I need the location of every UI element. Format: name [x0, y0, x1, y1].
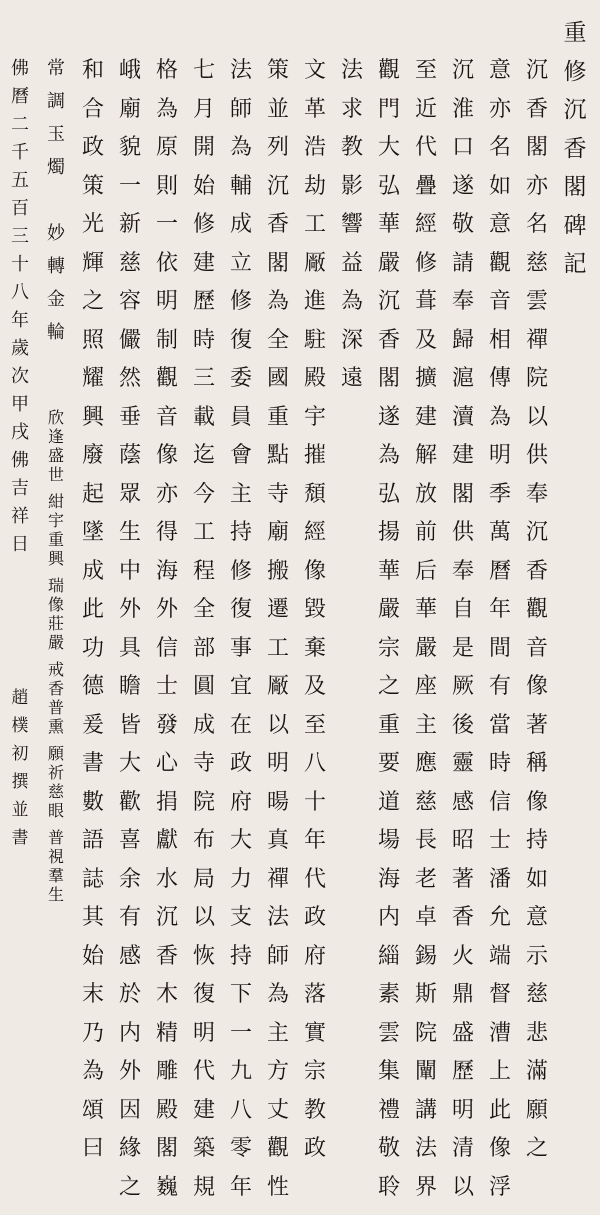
text-column-7: 文 革 浩 劫 工 厰 進 駐 殿 宇 摧 頹 經 像 毀 棄 及 至 八 十 年 代 政 府 落 實 宗 教 政 — [303, 58, 326, 1161]
text-column-1: 沉 香 閣 亦 名 慈 雲 禪 院 以 供 奉 沉 香 觀 音 像 著 稱 像 持 如 意 示 慈 悲 滿 願 之 — [525, 58, 548, 1161]
date-column: 佛 曆 二 千 五 百 三 十 八 年 歲 次 甲 戌 佛 吉 祥 日 — [11, 58, 29, 555]
text-column-10: 七 月 開 始 修 建 歷 時 三 載 迄 今 工 程 全 部 圓 成 寺 院 布 局 以 恢 復 明 代 建 築 規 — [192, 58, 215, 1200]
text-column-13: 和 合 政 策 光 輝 之 照 耀 興 廢 起 墜 成 此 功 德 爰 書 數 語 誌 其 始 末 乃 為 頌 曰 — [81, 58, 104, 1161]
text-column-11: 格 為 原 則 一 依 明 制 觀 音 像 亦 得 海 外 信 士 發 心 捐 獻 水 沉 香 木 精 雕 殿 閣 巍 — [155, 58, 178, 1200]
text-column-12: 峨 廟 貌 一 新 慈 容 儼 然 垂 蔭 眾 生 中 外 具 瞻 皆 大 歡 喜 余 有 感 於 内 外 因 緣 之 — [118, 58, 141, 1200]
signature-column: 趙 樸 初 撰 並 書 — [11, 688, 29, 848]
document-title: 重 修 沉 香 閣 碑 記 — [563, 20, 587, 277]
text-column-3: 沉 淮 口 遂 敬 請 奉 歸 滬 瀆 建 閣 供 奉 自 是 厥 後 靈 感 昭 著 香 火 鼎 盛 歷 明 清 以 — [451, 58, 474, 1200]
text-column-8: 策 並 列 沉 香 閣 為 全 國 重 點 寺 廟 搬 遷 工 厰 以 明 暘 真 禪 法 師 為 主 方 丈 觀 性 — [266, 58, 289, 1200]
verse-block: 欣 逢 盛 世 紺 宇 重 興 瑞 像 莊 嚴 戒 香 普 熏 願 祈 慈 眼 普 視 羣 生 — [47, 408, 64, 904]
text-column-5: 觀 門 大 弘 華 嚴 沉 香 閣 遂 為 弘 揚 華 嚴 宗 之 重 要 道 場 海 内 緇 素 雲 集 禮 敬 聆 — [377, 58, 400, 1200]
text-column-6: 法 求 教 影 響 益 為 深 遠 — [340, 58, 363, 391]
text-column-9: 法 師 為 輔 成 立 修 復 委 員 會 主 持 修 復 事 宜 在 政 府 大 力 支 持 下 一 九 八 零 年 — [229, 58, 252, 1200]
verse-column-2: 常 調 玉 燭 妙 轉 金 輪 — [47, 58, 65, 343]
text-column-4: 至 近 代 疊 經 修 葺 及 擴 建 解 放 前 后 華 嚴 座 主 應 慈 長 老 卓 錫 斯 院 闡 講 法 界 — [414, 58, 437, 1200]
text-column-2: 意 亦 名 如 意 觀 音 相 傳 為 明 季 萬 曆 年 間 有 當 時 信 士 潘 允 端 督 漕 上 此 像 浮 — [488, 58, 511, 1200]
